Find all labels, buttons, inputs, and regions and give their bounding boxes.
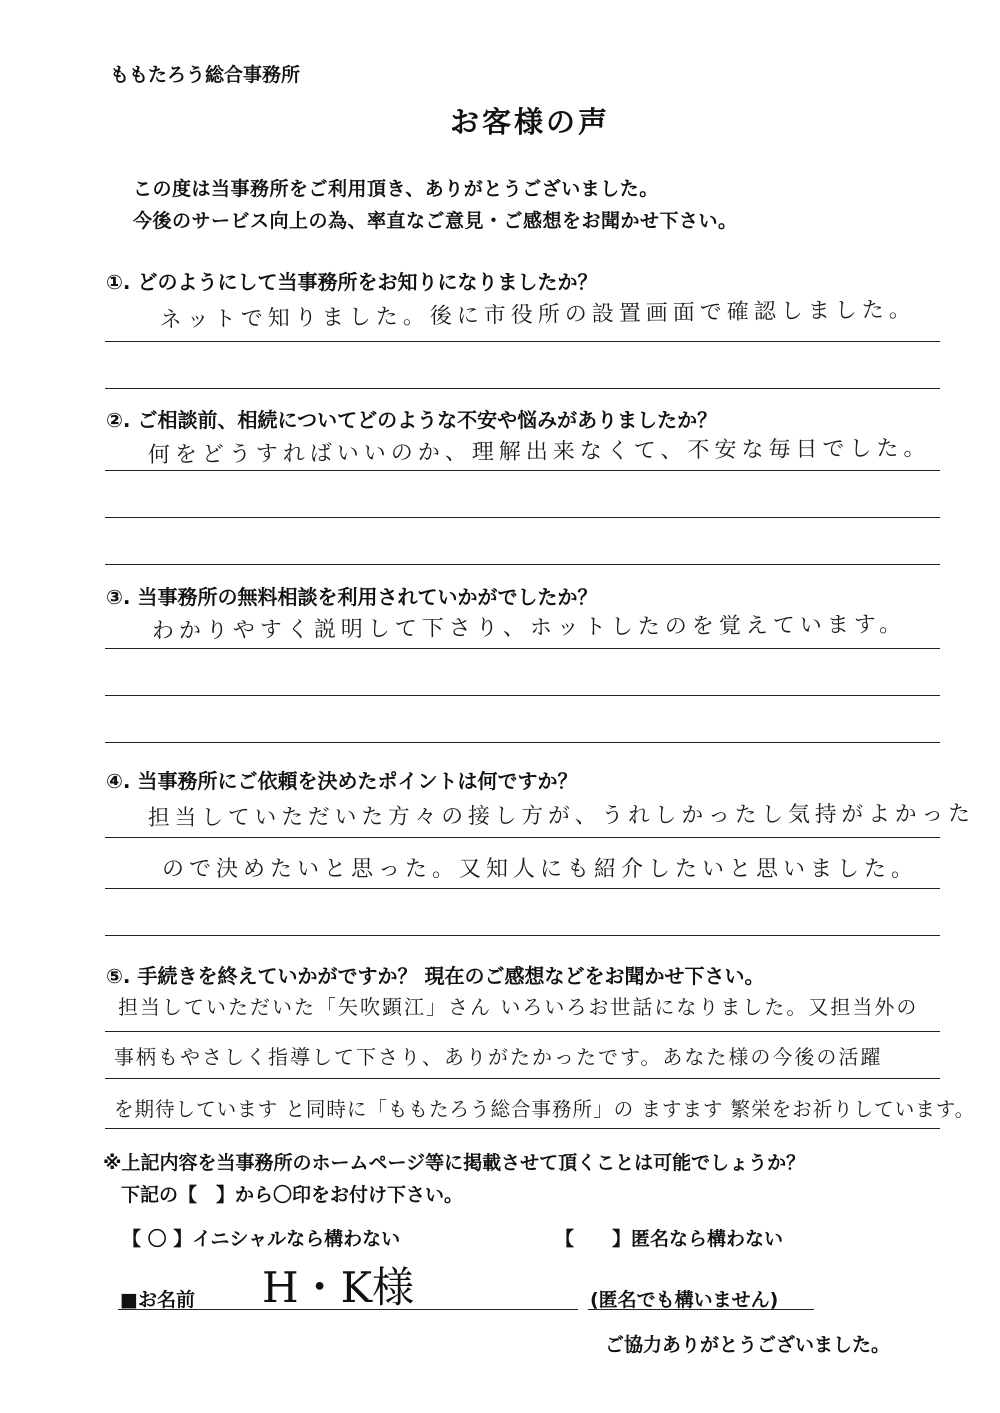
question-1-label: ①. どのようにして当事務所をお知りになりましたか？ — [106, 270, 598, 294]
answer-rule — [105, 1031, 940, 1032]
answer-5-line-2: 事柄もやさしく指導して下さり、ありがたかったです。あなた様の今後の活躍 — [114, 1045, 883, 1069]
thanks-message: ご協力ありがとうございました。 — [605, 1334, 891, 1356]
answer-rule — [105, 1128, 940, 1129]
anonymous-underline — [588, 1309, 814, 1310]
answer-1-line-1: ネットで知りました。後に市役所の設置画面で確認しました。 — [159, 297, 916, 334]
answer-rule — [105, 470, 940, 471]
publish-instruction: 下記の【 】から〇印をお付け下さい。 — [121, 1184, 464, 1206]
answer-rule — [105, 935, 940, 936]
name-underline — [118, 1309, 578, 1310]
question-2-label: ②. ご相談前、相続についてどのような不安や悩みがありましたか？ — [106, 408, 718, 432]
publish-notice: ※上記内容を当事務所のホームページ等に掲載させて頂くことは可能でしょうか？ — [103, 1152, 806, 1174]
answer-4-line-1: 担当していただいた方々の接し方が、うれしかったし気持がよかった — [147, 801, 975, 831]
answer-rule — [105, 517, 940, 518]
question-4-label: ④. 当事務所にご依頼を決めたポイントは何ですか？ — [106, 769, 578, 793]
answer-rule — [105, 388, 940, 389]
answer-2-line-1: 何をどうすればいいのか、理解出来なくて、不安な毎日でした。 — [147, 436, 931, 469]
answer-rule — [105, 695, 940, 696]
name-field[interactable]: H・K様 — [262, 1263, 415, 1312]
answer-rule — [105, 837, 940, 838]
option-anonymous[interactable]: 【 】匿名なら構わない — [555, 1228, 784, 1250]
answer-rule — [105, 888, 940, 889]
answer-rule — [105, 1078, 940, 1079]
answer-5-line-3: を期待しています と同時に「ももたろう総合事務所」の ますます 繁栄をお祈りしています。 — [114, 1097, 976, 1121]
option-initials[interactable]: 【 〇 】イニシャルなら構わない — [122, 1228, 401, 1250]
answer-5-line-1: 担当していただいた「矢吹顕江」さん いろいろお世話になりました。又担当外の — [118, 995, 919, 1019]
answer-rule — [105, 341, 940, 342]
answer-3-line-1: わかりやすく説明して下さり、ホットしたのを覚えています。 — [151, 612, 907, 645]
answer-rule — [105, 648, 940, 649]
anonymous-note: (匿名でも構いません) — [590, 1289, 779, 1311]
form-title: お客様の声 — [449, 105, 610, 139]
office-name: ももたろう総合事務所 — [110, 64, 301, 86]
answer-rule — [105, 742, 940, 743]
question-3-label: ③. 当事務所の無料相談を利用されていかがでしたか？ — [106, 585, 598, 609]
intro-line-2: 今後のサービス向上の為、率直なご意見・ご感想をお聞かせ下さい。 — [133, 210, 738, 232]
question-5-label: ⑤. 手続きを終えていかがですか？ 現在のご感想などをお聞かせ下さい。 — [106, 964, 765, 988]
answer-4-line-2: ので決めたいと思った。又知人にも紹介したいと思いました。 — [162, 857, 919, 882]
name-label: ■お名前 — [120, 1289, 195, 1311]
intro-line-1: この度は当事務所をご利用頂き、ありがとうございました。 — [133, 178, 659, 200]
answer-rule — [105, 564, 940, 565]
